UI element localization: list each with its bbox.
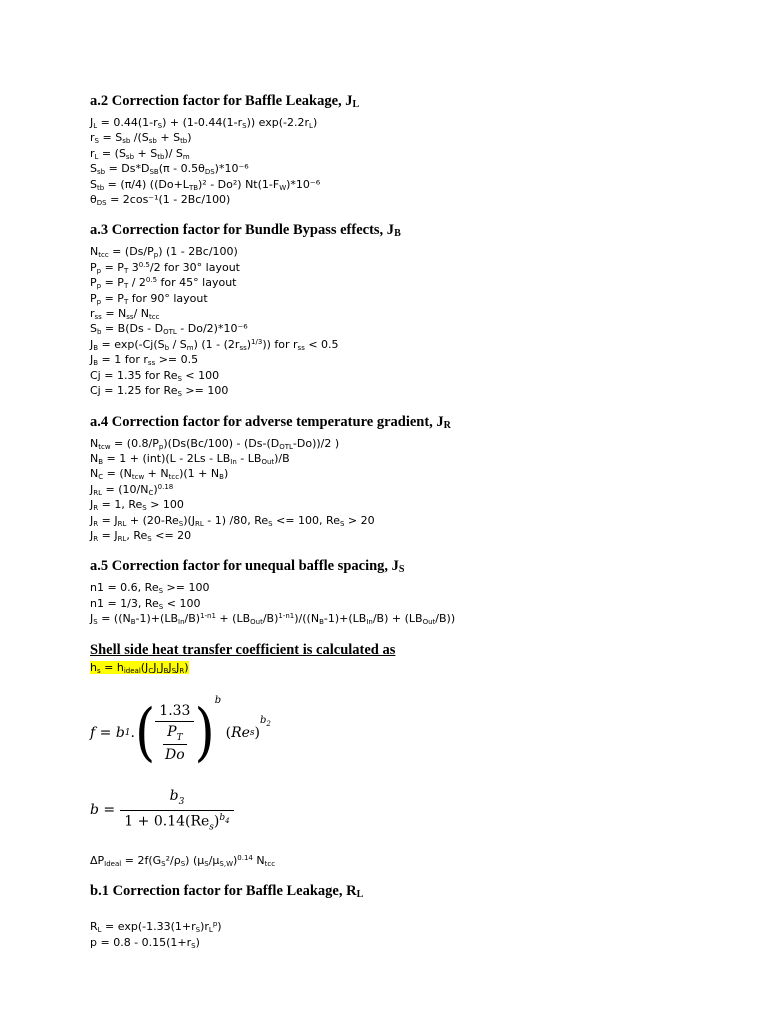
a2-formula-line: $\theta_{DS} = 2\cos^{-1}(1 - 2Bc/100)$ xyxy=(90,193,231,208)
a2-formula-line: $J_L = 0.44(1-r_S) + (1-0.44(1-r_S))$ $\exp(-2.2r_L)$ xyxy=(90,116,318,130)
a3-formula-list xyxy=(90,244,730,398)
eq-f-pt: P xyxy=(167,723,177,740)
shell-side-formula: $h_s = h_{ideal}(J_CJ_LJ_BJ_SJ_R)$ xyxy=(90,660,189,675)
eq-b-denominator: 1 + 0.14(Re xyxy=(124,813,210,830)
a5-formula-list xyxy=(90,580,730,626)
b1-formula-line: $R_L = \exp(-1.33(1+r_S)r_L^p)$ xyxy=(90,920,222,935)
a2-formula-line: $r_L = (S_{sb} + S_{tb})/$ $S_m$ xyxy=(90,146,190,161)
a5-formula-line: n1 = 0.6, $Re_S >= 100$ xyxy=(90,581,210,596)
eq-b-den-sub: s xyxy=(209,822,214,833)
eq-f-pt-sub: T xyxy=(176,732,183,743)
eq-f-lhs: f xyxy=(90,724,96,741)
a2-formula-list xyxy=(90,115,730,207)
eq-f-inner-fraction xyxy=(161,724,189,764)
a4-formula-line: $N_B = 1 + (int)(L - 2Ls - LB_{In} - LB_{Out})/B$ xyxy=(90,451,290,466)
document-page xyxy=(90,92,730,950)
heading-a5: a.5 Correction factor for unequal baffle spacing, $J_S$ xyxy=(90,558,405,576)
eq-f-do: Do xyxy=(165,747,185,764)
a3-formula-line: Cj = 1.25 for $Re_S >= 100$ xyxy=(90,384,229,399)
a4-formula-line: $N_{tcw} = (0.8/P_p)(Ds(Bc/100) - (Ds-(D_{OTL}-Do))/2$ ) xyxy=(90,436,340,451)
eq-b-lhs: b xyxy=(90,801,99,818)
paren-left: ( xyxy=(134,696,156,769)
a3-formula-line: $P_p = P_T / 2^{0.5}$ for 45° layout xyxy=(90,276,237,291)
a2-formula-line: $S_{tb} = (\pi/4)$ $((Do+L_{TB})^2 - Do^2)$ $Nt(1-F_W)*10^{-6}$ xyxy=(90,177,321,192)
a3-formula-line: $N_{tcc} = (Ds/P_p)$ (1 - 2Bc/100) xyxy=(90,245,238,260)
a4-formula-line: $J_R = J_{RL} + (20-Re_S)(J_{RL} - 1)$ /80, $Re_S <= 100$, $Re_S > 20$ xyxy=(90,513,375,528)
heading-a3: a.3 Correction factor for Bundle Bypass effects, $J_B$ xyxy=(90,222,401,240)
a4-formula-line: $J_R = J_{RL}$, $Re_S <= 20$ xyxy=(90,528,192,543)
eq-f-b1: b xyxy=(115,724,125,741)
a5-formula-line: n1 = 1/3, $Re_S < 100$ xyxy=(90,596,201,611)
eq-b-den-exp-sub: 4 xyxy=(225,816,230,825)
a3-formula-line: $J_B = \exp(-Cj(S_b / S_m)$ $(1 - (2r_{ss})^{1/3})$) for $r_{ss} < 0.5$ xyxy=(90,337,339,352)
eq-b-den-exp: b xyxy=(219,812,226,823)
eq-f-fraction xyxy=(155,703,194,764)
eq-f-b1-sub: 1 xyxy=(124,727,131,738)
heading-shell-side: Shell side heat transfer coefficient is calculated as xyxy=(90,641,396,658)
eq-b-numerator: b xyxy=(169,787,179,804)
a2-formula-line: $S_{sb} = Ds*D_{SB}(\pi - 0.5\theta_{DS})*10^{-6}$ xyxy=(90,162,249,177)
eq-f-re: Re xyxy=(231,724,250,741)
a3-formula-line: $P_p = P_T$ $3^{0.5}/2$ for 30° layout xyxy=(90,260,240,275)
b1-formula-list xyxy=(90,919,730,950)
a3-formula-line: $S_b = B(Ds - D_{OTL} - Do/2)*10^{-6}$ xyxy=(90,322,248,337)
b1-formula-line: $p = 0.8 - 0.15(1+r_S)$ xyxy=(90,935,200,950)
heading-a2: a.2 Correction factor for Baffle Leakage, $J_L$ xyxy=(90,93,360,110)
eq-f-re-sub: s xyxy=(249,727,255,738)
eq-f-b2: b xyxy=(260,714,267,726)
a3-formula-line: $P_p = P_T$ for 90° layout xyxy=(90,291,208,306)
a5-formula-line: $J_S = ((N_B-1)+(LB_{In}/B)^{1-n1} + (LB_{Out}/B)^{1-n1})/((N_B-1)+(LB_{In}/B) + (LB_{Out}/B))$ xyxy=(90,612,456,627)
a4-formula-line: $J_R = 1$, $Re_S > 100$ xyxy=(90,498,184,513)
a2-formula-line: $r_S = S_{sb}$ $/(S_{sb} + S_{tb})$ xyxy=(90,131,192,146)
eq-b-fraction: $\frac{b_3}{1 + 0.14(Re_s)^{b_4}}$ xyxy=(120,788,235,832)
equation-f: f = b 1 . ( $\frac{1.33}{\frac{P_T}{Do}}$ ) b ( Re s ) $b_2$ xyxy=(90,694,271,769)
eq-b-num-sub: 3 xyxy=(178,796,185,807)
a3-formula-line: Cj = 1.35 for $Re_S < 100$ xyxy=(90,368,220,383)
paren-right: ) xyxy=(194,696,215,769)
eq-f-exponent: b xyxy=(214,694,222,706)
eq-f-numerator: 1.33 xyxy=(155,703,194,722)
a4-formula-line: $N_C = (N_{tcw} + N_{tcc})(1 + N_B)$ xyxy=(90,467,229,482)
a4-formula-list xyxy=(90,436,730,544)
a3-formula-line: $J_B = 1$ for $r_{ss} >= 0.5$ xyxy=(90,353,199,368)
a4-formula-line: $J_{RL} = (10/N_C)^{0.18}$ xyxy=(90,482,174,497)
eq-f-b2-sub: 2 xyxy=(266,719,271,728)
heading-b1: b.1 Correction factor for Baffle Leakage, $R_L$ xyxy=(90,883,364,901)
heading-a4: a.4 Correction factor for adverse temperature gradient, $J_R$ xyxy=(90,413,451,431)
a3-formula-line: $r_{ss} = N_{ss}/$ $N_{tcc}$ xyxy=(90,307,160,322)
equation-b: b = $\frac{b_3}{1 + 0.14(Re_s)^{b_4}}$ xyxy=(90,783,730,837)
pressure-drop-formula: $\Delta P_{Ideal} = 2f(G_S^2/\rho_S)$ $(\mu_S/\mu_{S,W})^{0.14}$ $N_{tcc}$ xyxy=(90,853,276,868)
